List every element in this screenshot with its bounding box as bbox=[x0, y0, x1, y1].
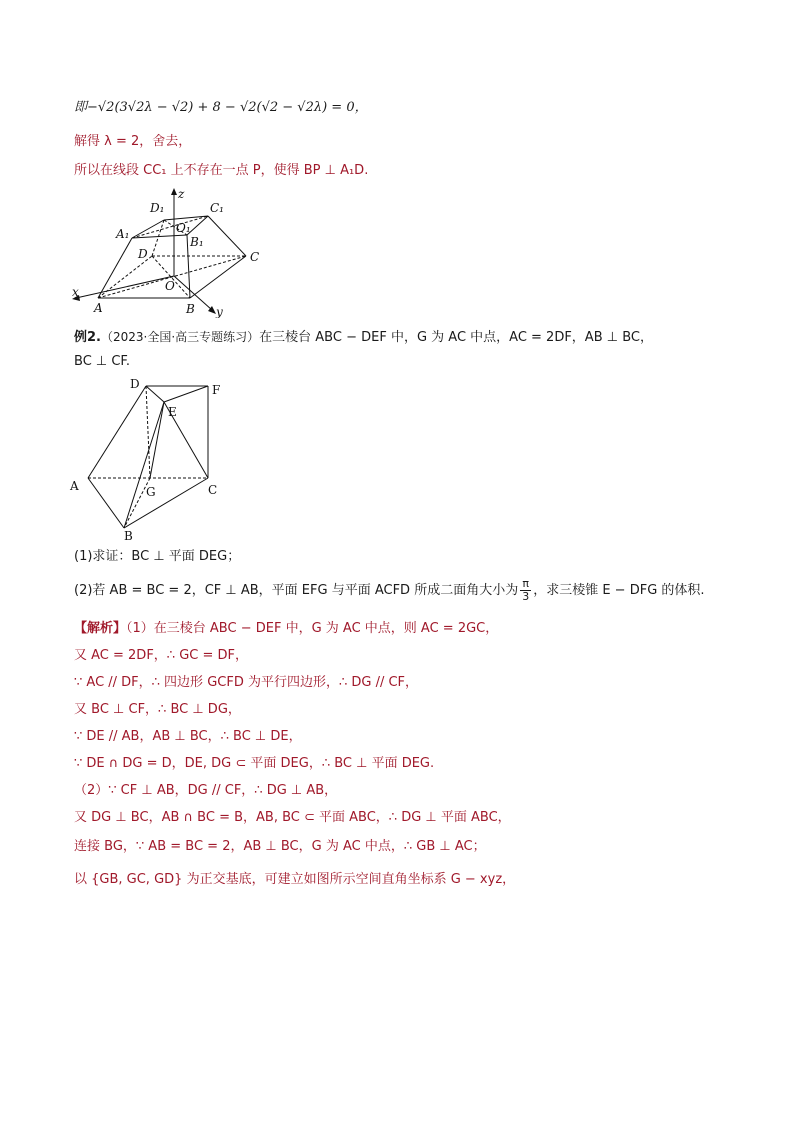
label-B: B bbox=[186, 302, 195, 316]
question-2 bbox=[74, 578, 705, 604]
solve-line: 解得 λ = 2，舍去， bbox=[74, 134, 192, 149]
solution-step-4: 又 BC ⊥ CF，∴ BC ⊥ DG， bbox=[74, 702, 241, 717]
label2-B: B bbox=[124, 529, 133, 543]
solution-step-3: ∵ AC // DF，∴ 四边形 GCFD 为平行四边形，∴ DG // CF， bbox=[74, 675, 419, 690]
question-2-pre: (2)若 AB = BC = 2，CF ⊥ AB，平面 EFG 与平面 ACFD 所成二面角大小为 bbox=[74, 583, 519, 598]
question-2-post: ，求三棱锥 E − DFG 的体积. bbox=[533, 583, 705, 598]
example-head: 例2. bbox=[74, 330, 101, 345]
example-statement-2: BC ⊥ CF. bbox=[74, 354, 130, 369]
fraction-numerator: π bbox=[520, 578, 531, 591]
solution-s1: （1）在三棱台 ABC − DEF 中，G 为 AC 中点，则 AC = 2GC， bbox=[126, 621, 499, 636]
solution-step-1 bbox=[74, 619, 498, 639]
equation-line: 即−√2(3√2λ − √2) + 8 − √2(√2 − √2λ) = 0， bbox=[74, 100, 368, 115]
fraction-denominator: 3 bbox=[522, 590, 530, 603]
label-O1: O₁ bbox=[176, 221, 191, 235]
label-z: z bbox=[178, 187, 185, 201]
example-statement bbox=[74, 327, 653, 348]
label-D: D bbox=[138, 247, 148, 261]
conclusion-line: 所以在线段 CC₁ 上不存在一点 P，使得 BP ⊥ A₁D. bbox=[74, 163, 369, 178]
label-A1: A₁ bbox=[116, 227, 130, 241]
solution-step-8: 又 DG ⊥ BC，AB ∩ BC = B，AB, BC ⊂ 平面 ABC，∴ DG ⊥ 平面 ABC， bbox=[74, 810, 511, 825]
solution-step-7: （2）∵ CF ⊥ AB，DG // CF，∴ DG ⊥ AB， bbox=[74, 783, 338, 798]
solution-step-9: 连接 BG，∵ AB = BC = 2，AB ⊥ BC，G 为 AC 中点，∴ GB ⊥ AC； bbox=[74, 839, 486, 854]
label2-D: D bbox=[130, 377, 140, 391]
example-source: （2023·全国·高三专题练习） bbox=[100, 330, 260, 344]
label2-C: C bbox=[208, 483, 218, 497]
label2-E: E bbox=[168, 405, 177, 419]
question-1: (1)求证：BC ⊥ 平面 DEG； bbox=[74, 549, 241, 564]
example-text: 在三棱台 ABC − DEF 中，G 为 AC 中点，AC = 2DF，AB ⊥ BC， bbox=[259, 330, 653, 345]
pi-over-3-fraction bbox=[520, 578, 531, 603]
solution-tag: 【解析】 bbox=[74, 621, 127, 636]
label-O: O bbox=[165, 279, 175, 293]
label-C: C bbox=[250, 250, 260, 264]
label-y: y bbox=[216, 305, 223, 318]
label-A: A bbox=[94, 301, 103, 315]
solution-step-2: 又 AC = 2DF，∴ GC = DF， bbox=[74, 648, 248, 663]
solution-step-6: ∵ DE ∩ DG = D，DE, DG ⊂ 平面 DEG，∴ BC ⊥ 平面 DEG. bbox=[74, 756, 435, 771]
label2-F: F bbox=[212, 383, 221, 397]
label-C1: C₁ bbox=[210, 201, 224, 215]
solution-step-10: 以 {GB, GC, GD} 为正交基底，可建立如图所示空间直角坐标系 G − xyz， bbox=[74, 872, 516, 887]
figure-triangular-frustum bbox=[66, 372, 236, 544]
label2-G: G bbox=[146, 485, 156, 499]
solution-step-5: ∵ DE // AB，AB ⊥ BC，∴ BC ⊥ DE， bbox=[74, 729, 302, 744]
figure-frustum-axes bbox=[66, 186, 276, 318]
label-x: x bbox=[72, 285, 79, 299]
label-B1: B₁ bbox=[190, 235, 204, 249]
label-D1: D₁ bbox=[150, 201, 165, 215]
label2-A: A bbox=[70, 479, 79, 493]
